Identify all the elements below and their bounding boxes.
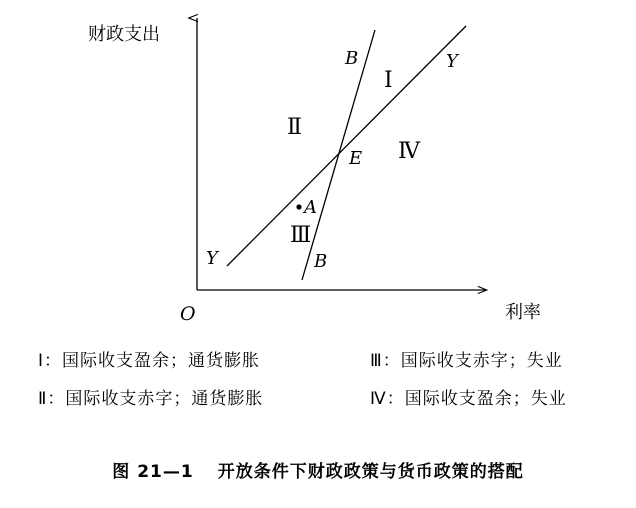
legend-text: 国际收支赤字；通货膨胀	[65, 389, 264, 409]
legend-item-i	[38, 346, 260, 371]
legend-text: 国际收支赤字；失业	[400, 351, 563, 371]
region-label-iii: Ⅲ	[290, 223, 312, 248]
region-label-ii: Ⅱ	[287, 115, 302, 140]
legend-separator: ：	[44, 351, 63, 371]
x-axis-label: 利率	[505, 302, 541, 323]
figure-caption	[0, 457, 636, 482]
y-axis-label: 财政支出	[88, 24, 160, 45]
legend-numeral: Ⅲ	[370, 351, 383, 371]
bb-label-bottom: B	[314, 251, 328, 272]
legend-separator: ：	[386, 389, 405, 409]
legend-item-iv	[370, 384, 567, 409]
legend-item-ii	[38, 384, 263, 409]
caption-number: 图 21—1	[112, 462, 194, 482]
legend-text: 国际收支盈余；通货膨胀	[62, 351, 261, 371]
bb-line	[302, 30, 375, 280]
origin-label: O	[180, 303, 196, 325]
legend-numeral: Ⅰ	[38, 351, 45, 371]
intersection-label: E	[349, 148, 363, 169]
yy-label-top: Y	[446, 51, 458, 72]
legend-separator: ：	[382, 351, 401, 371]
caption-title: 开放条件下财政政策与货币政策的搭配	[217, 462, 524, 482]
bb-label-top: B	[345, 48, 359, 69]
point-a-label: A	[304, 197, 317, 218]
yy-label-bottom: Y	[206, 248, 218, 269]
legend-text: 国际收支盈余；失业	[404, 389, 567, 409]
legend-numeral: Ⅱ	[38, 389, 48, 409]
legend-item-iii	[370, 346, 563, 371]
legend-separator: ：	[47, 389, 66, 409]
region-label-iv: Ⅳ	[398, 139, 420, 164]
region-label-i: Ⅰ	[384, 68, 393, 93]
legend-numeral: Ⅳ	[370, 389, 387, 409]
point-a-dot	[296, 204, 301, 209]
